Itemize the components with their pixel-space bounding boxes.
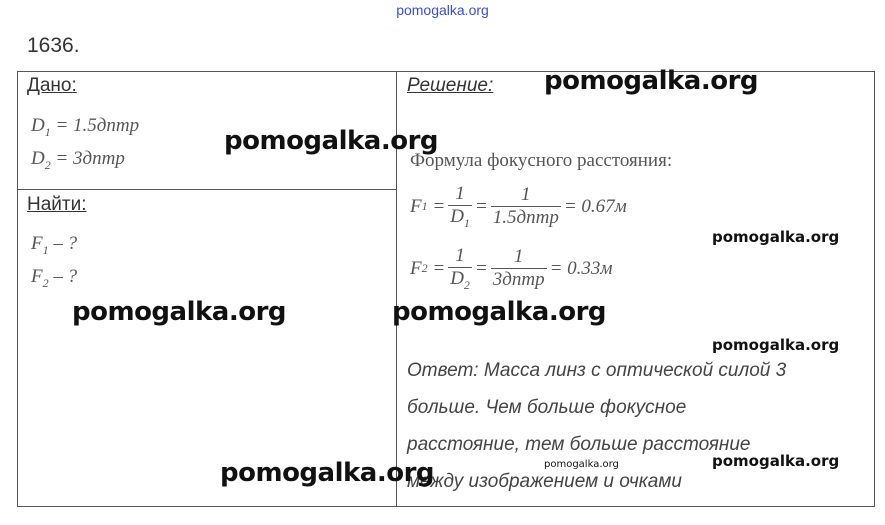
- given-d2: $D_2$ = 3дптр: [31, 148, 125, 172]
- watermark: pomogalka.org: [712, 336, 840, 354]
- watermark: pomogalka.org: [544, 459, 619, 470]
- fraction-1-over-d2: $\frac{1}{D_2}$: [450, 245, 470, 292]
- fraction-1-over-value-2: $\frac{1}{\text{3дптр}}$: [492, 246, 545, 291]
- answer-line: между изображением и очками: [407, 471, 682, 492]
- watermark: pomogalka.org: [544, 66, 759, 96]
- answer-line: больше. Чем больше фокусное: [407, 397, 687, 418]
- answer-line: Ответ: Масса линз с оптической силой 3: [407, 360, 787, 381]
- watermark: pomogalka.org: [72, 297, 287, 327]
- watermark: pomogalka.org: [220, 458, 435, 488]
- solution-heading: Решение:: [407, 75, 494, 96]
- given-d1: $D_1$ = 1.5дптр: [31, 115, 140, 139]
- answer-line: расстояние, тем больше расстояние: [407, 434, 751, 455]
- problem-number: 1636.: [27, 34, 80, 57]
- find-f2: $F_2$ – ?: [31, 266, 78, 290]
- watermark: pomogalka.org: [712, 228, 840, 246]
- fraction-1-over-value: $\frac{1}{\text{1.5дптр}}$: [492, 184, 559, 229]
- find-heading: Найти:: [27, 194, 87, 215]
- answer-text: [407, 352, 857, 500]
- table-divider-horizontal: [17, 189, 397, 190]
- watermark: pomogalka.org: [712, 452, 840, 470]
- watermark: pomogalka.org: [224, 126, 439, 156]
- find-f1: $F_1$ – ?: [31, 233, 78, 257]
- given-heading: Дано:: [27, 75, 77, 96]
- equation-f2: F 2 = $\frac{1}{D_2}$ = $\frac{1}{\text{3дптр}}$ = 0.33м: [410, 245, 613, 292]
- watermark: pomogalka.org: [392, 297, 607, 327]
- fraction-1-over-d1: $\frac{1}{D_1}$: [450, 183, 470, 230]
- formula-title: Формула фокусного расстояния:: [410, 150, 673, 171]
- site-header-link[interactable]: pomogalka.org: [396, 2, 489, 18]
- equation-f1: F 1 = $\frac{1}{D_1}$ = $\frac{1}{\text{1.5дптр}}$ = 0.67м: [410, 183, 627, 230]
